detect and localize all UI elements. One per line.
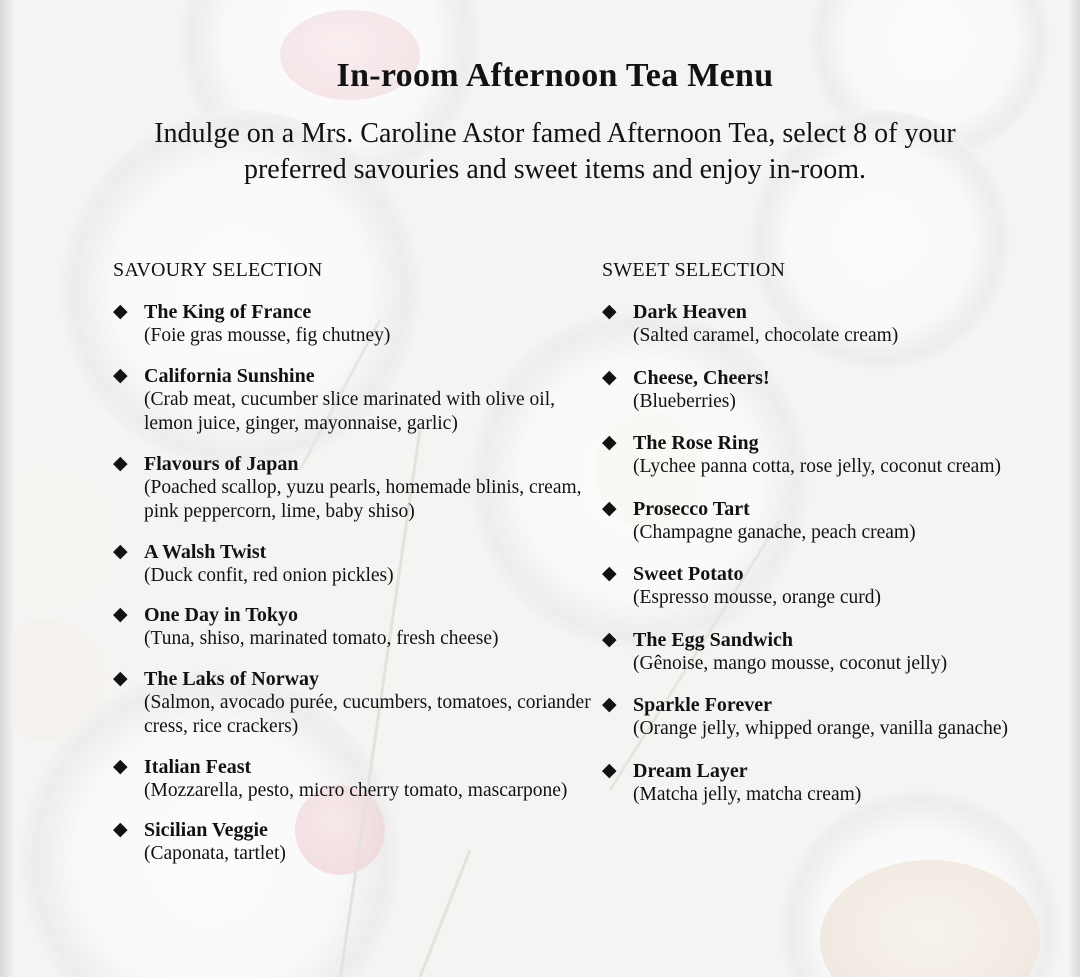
- diamond-bullet-icon: ◆: [602, 497, 617, 519]
- savoury-column: [113, 258, 593, 882]
- menu-item: [602, 366, 1072, 415]
- diamond-bullet-icon: ◆: [113, 755, 128, 777]
- item-name: The Laks of Norway: [144, 667, 320, 690]
- item-name: The King of France: [144, 301, 312, 323]
- item-name: Sweet Potato: [633, 563, 744, 585]
- item-name: The Egg Sandwich: [633, 628, 794, 651]
- menu-item: [602, 628, 1072, 677]
- item-description: (Duck confit, red onion pickles): [144, 564, 394, 586]
- item-description: (Salted caramel, chocolate cream): [633, 325, 899, 346]
- item-description: (Lychee panna cotta, rose jelly, coconut cream): [633, 456, 1001, 477]
- diamond-bullet-icon: ◆: [113, 540, 128, 562]
- diamond-bullet-icon: ◆: [113, 819, 128, 840]
- item-description: (Caponata, tartlet): [144, 843, 286, 864]
- item-name: Flavours of Japan: [144, 452, 299, 475]
- item-description: (Foie gras mousse, fig chutney): [144, 325, 391, 346]
- diamond-bullet-icon: ◆: [602, 694, 617, 715]
- diamond-bullet-icon: ◆: [113, 364, 128, 386]
- menu-item: [113, 364, 593, 437]
- diamond-bullet-icon: ◆: [602, 366, 617, 388]
- item-name: One Day in Tokyo: [144, 604, 298, 626]
- diamond-bullet-icon: ◆: [602, 759, 617, 781]
- item-name: A Walsh Twist: [144, 540, 267, 563]
- diamond-bullet-icon: ◆: [602, 301, 617, 322]
- sweet-column: [602, 258, 1072, 824]
- menu-item: [602, 759, 1072, 808]
- item-name: The Rose Ring: [633, 432, 759, 454]
- item-name: Sicilian Veggie: [144, 819, 268, 841]
- item-description: (Blueberries): [633, 390, 736, 412]
- item-description: (Tuna, shiso, marinated tomato, fresh cheese): [144, 628, 499, 649]
- item-name: Sparkle Forever: [633, 694, 773, 716]
- item-description: (Champagne ganache, peach cream): [633, 521, 916, 543]
- item-description: (Salmon, avocado purée, cucumbers, tomatoes, coriander cress, rice crackers): [144, 691, 591, 737]
- menu-item: [113, 755, 593, 804]
- item-name: Prosecco Tart: [633, 497, 750, 520]
- item-description: (Orange jelly, whipped orange, vanilla ganache): [633, 718, 1009, 739]
- menu-item: [113, 667, 593, 740]
- menu-item: [602, 300, 1072, 349]
- menu-item: [602, 693, 1072, 742]
- menu-item: [113, 818, 593, 867]
- item-description: (Espresso mousse, orange curd): [633, 587, 882, 608]
- savoury-heading: SAVOURY SELECTION: [113, 259, 323, 281]
- item-name: Cheese, Cheers!: [633, 366, 770, 389]
- item-description: (Mozzarella, pesto, micro cherry tomato, mascarpone): [144, 779, 568, 801]
- menu-subtitle: Indulge on a Mrs. Caroline Astor famed Afternoon Tea, select 8 of your preferred savouries and sweet items and enjoy in-room.: [154, 118, 956, 185]
- diamond-bullet-icon: ◆: [113, 667, 128, 689]
- item-name: Italian Feast: [144, 755, 252, 778]
- item-description: (Crab meat, cucumber slice marinated with olive oil, lemon juice, ginger, mayonnaise, garlic): [144, 388, 555, 434]
- item-description: (Matcha jelly, matcha cream): [633, 783, 862, 805]
- diamond-bullet-icon: ◆: [113, 604, 128, 625]
- menu-item: [113, 300, 593, 349]
- item-description: (Poached scallop, yuzu pearls, homemade blinis, cream, pink peppercorn, lime, baby shiso): [144, 476, 582, 522]
- diamond-bullet-icon: ◆: [602, 628, 617, 650]
- menu-item: [113, 452, 593, 525]
- menu-item: [602, 431, 1072, 480]
- item-description: (Gênoise, mango mousse, coconut jelly): [633, 652, 948, 674]
- diamond-bullet-icon: ◆: [602, 563, 617, 584]
- diamond-bullet-icon: ◆: [602, 432, 617, 453]
- page-title: In-room Afternoon Tea Menu: [336, 57, 774, 94]
- menu-item: [602, 562, 1072, 611]
- item-name: Dark Heaven: [633, 301, 747, 323]
- item-name: Dream Layer: [633, 759, 748, 782]
- item-name: California Sunshine: [144, 364, 315, 387]
- menu-item: [602, 497, 1072, 546]
- sweet-heading: SWEET SELECTION: [602, 259, 786, 281]
- diamond-bullet-icon: ◆: [113, 452, 128, 474]
- menu-item: [113, 603, 593, 652]
- diamond-bullet-icon: ◆: [113, 301, 128, 322]
- menu-item: [113, 540, 593, 589]
